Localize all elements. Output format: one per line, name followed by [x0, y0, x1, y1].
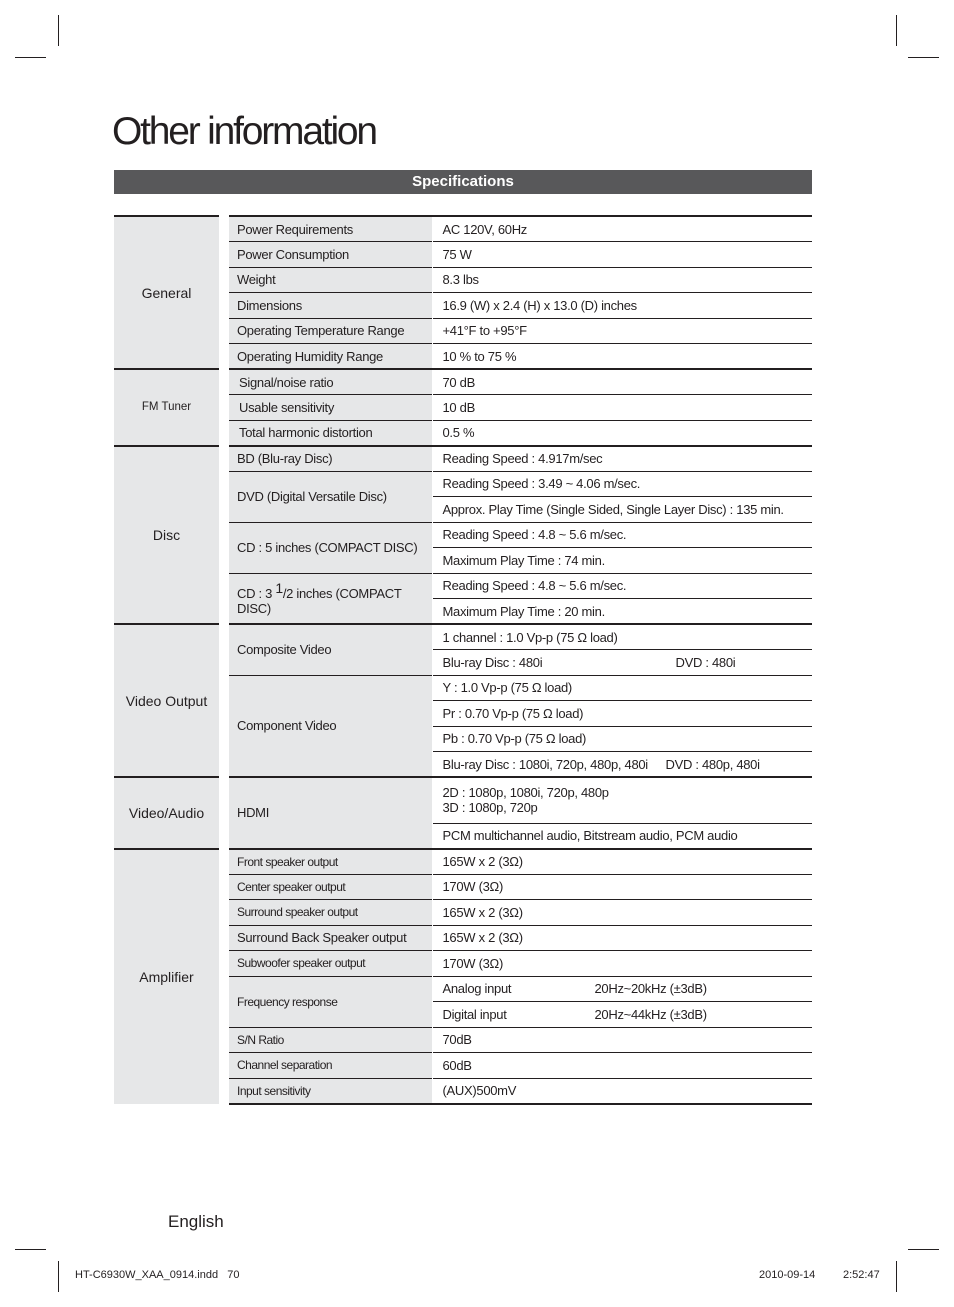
table-row	[114, 624, 812, 650]
spec-value: Y : 1.0 Vp-p (75 Ω load)	[432, 675, 812, 701]
spec-value: 170W (3Ω)	[432, 874, 812, 900]
spec-value: 10 % to 75 %	[432, 344, 812, 370]
spec-item: Composite Video	[224, 624, 432, 675]
spec-value: (AUX)500mV	[432, 1078, 812, 1104]
category-video-audio: Video/Audio	[114, 777, 224, 849]
category-disc: Disc	[114, 446, 224, 625]
spec-item: Channel separation	[224, 1053, 432, 1079]
spec-value: PCM multichannel audio, Bitstream audio, PCM audio	[432, 823, 812, 849]
footer-language: English	[168, 1212, 224, 1231]
page-title: Other information	[112, 110, 376, 153]
spec-item: Component Video	[224, 675, 432, 777]
spec-item: Surround Back Speaker output	[224, 925, 432, 951]
spec-item: Power Requirements	[224, 216, 432, 242]
component-dvd: DVD : 480p, 480i	[665, 756, 760, 772]
spec-value: Reading Speed : 3.49 ~ 4.06 m/sec.	[432, 471, 812, 497]
hdmi-3d: 3D : 1080p, 720p	[442, 800, 538, 816]
spec-value	[432, 650, 812, 676]
spec-value: 10 dB	[432, 395, 812, 421]
specifications-table	[114, 215, 812, 1105]
spec-value: Reading Speed : 4.917m/sec	[432, 446, 812, 472]
composite-bd: Blu-ray Disc : 480i	[442, 654, 543, 670]
table-row	[114, 849, 812, 875]
spec-value: 8.3 lbs	[432, 267, 812, 293]
crop-mark	[908, 1249, 939, 1250]
spec-value	[432, 777, 812, 823]
spec-value: 60dB	[432, 1053, 812, 1079]
spec-item: S/N Ratio	[224, 1027, 432, 1053]
table-row	[114, 369, 812, 395]
category-amplifier: Amplifier	[114, 849, 224, 1104]
footer-date: 2010-09-14	[759, 1269, 816, 1281]
footer-file-name: HT-C6930W_XAA_0914.indd 70	[75, 1269, 240, 1281]
spec-item: BD (Blu-ray Disc)	[224, 446, 432, 472]
hdmi-2d: 2D : 1080p, 1080i, 720p, 480p	[442, 785, 609, 801]
spec-value: 70 dB	[432, 369, 812, 395]
cd3-prefix: CD : 3	[237, 586, 276, 602]
spec-item: Surround speaker output	[224, 900, 432, 926]
spec-item: Power Consumption	[224, 242, 432, 268]
spec-value	[432, 976, 812, 1002]
spec-value: Approx. Play Time (Single Sided, Single Layer Disc) : 135 min.	[432, 497, 812, 523]
spec-value: 75 W	[432, 242, 812, 268]
crop-mark	[58, 15, 59, 46]
spec-value: 16.9 (W) x 2.4 (H) x 13.0 (D) inches	[432, 293, 812, 319]
freq-analog-value: 20Hz~20kHz (±3dB)	[594, 981, 707, 997]
spec-value	[432, 1002, 812, 1028]
crop-mark	[896, 15, 897, 46]
spec-value: +41°F to +95°F	[432, 318, 812, 344]
freq-analog-label: Analog input	[442, 981, 512, 997]
spec-value: 0.5 %	[432, 420, 812, 446]
spec-item: Total harmonic distortion	[224, 420, 432, 446]
category-general: General	[114, 216, 224, 369]
spec-item: HDMI	[224, 777, 432, 849]
spec-item: Subwoofer speaker output	[224, 951, 432, 977]
spec-value: 165W x 2 (3Ω)	[432, 925, 812, 951]
spec-value: Reading Speed : 4.8 ~ 5.6 m/sec.	[432, 573, 812, 599]
crop-mark	[15, 57, 46, 58]
spec-item: Operating Temperature Range	[224, 318, 432, 344]
spec-item: Dimensions	[224, 293, 432, 319]
table-row	[114, 446, 812, 472]
category-video-output: Video Output	[114, 624, 224, 777]
spec-item: Signal/noise ratio	[224, 369, 432, 395]
crop-mark	[908, 57, 939, 58]
table-row	[114, 216, 812, 242]
crop-mark	[896, 1261, 897, 1292]
table-row	[114, 777, 812, 823]
cd3-suffix: /2 inches (COMPACT DISC)	[237, 586, 402, 617]
spec-value: 170W (3Ω)	[432, 951, 812, 977]
spec-value	[432, 752, 812, 778]
freq-digital-label: Digital input	[442, 1006, 507, 1022]
footer-time: 2:52:47	[843, 1269, 880, 1281]
spec-item: Front speaker output	[224, 849, 432, 875]
component-bd: Blu-ray Disc : 1080i, 720p, 480p, 480i	[442, 756, 648, 772]
spec-item: Input sensitivity	[224, 1078, 432, 1104]
composite-dvd: DVD : 480i	[675, 654, 736, 670]
spec-item: Center speaker output	[224, 874, 432, 900]
spec-value: Maximum Play Time : 20 min.	[432, 599, 812, 625]
spec-value: Reading Speed : 4.8 ~ 5.6 m/sec.	[432, 522, 812, 548]
crop-mark	[58, 1261, 59, 1292]
category-fm-tuner: FM Tuner	[114, 369, 224, 446]
spec-value: Pb : 0.70 Vp-p (75 Ω load)	[432, 726, 812, 752]
spec-item	[224, 573, 432, 624]
freq-digital-value: 20Hz~44kHz (±3dB)	[594, 1006, 707, 1022]
spec-item: CD : 5 inches (COMPACT DISC)	[224, 522, 432, 573]
spec-value: AC 120V, 60Hz	[432, 216, 812, 242]
spec-value: 1 channel : 1.0 Vp-p (75 Ω load)	[432, 624, 812, 650]
section-heading: Specifications	[114, 170, 812, 194]
spec-item: DVD (Digital Versatile Disc)	[224, 471, 432, 522]
spec-value: 165W x 2 (3Ω)	[432, 849, 812, 875]
spec-value: 70dB	[432, 1027, 812, 1053]
spec-value: Pr : 0.70 Vp-p (75 Ω load)	[432, 701, 812, 727]
spec-value: 165W x 2 (3Ω)	[432, 900, 812, 926]
spec-item: Frequency response	[224, 976, 432, 1027]
spec-item: Weight	[224, 267, 432, 293]
spec-value: Maximum Play Time : 74 min.	[432, 548, 812, 574]
cd3-fraction-numerator: 1	[275, 580, 283, 597]
spec-item: Operating Humidity Range	[224, 344, 432, 370]
spec-item: Usable sensitivity	[224, 395, 432, 421]
crop-mark	[15, 1249, 46, 1250]
